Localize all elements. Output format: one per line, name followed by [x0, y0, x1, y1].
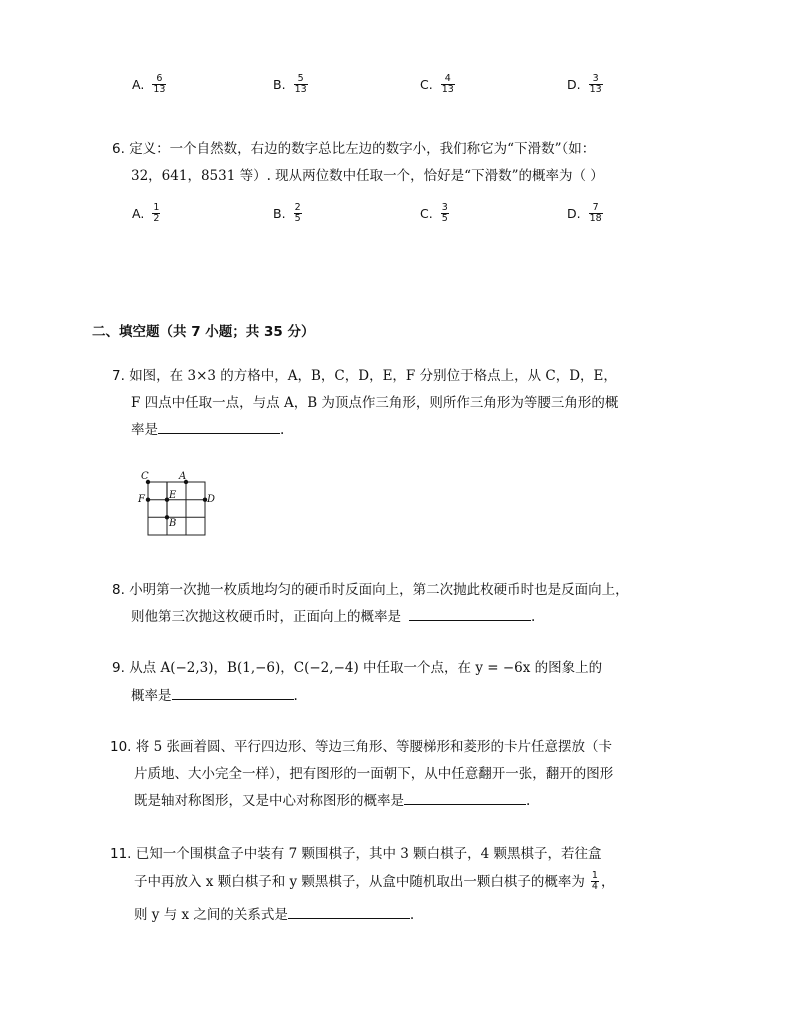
question-text: 将 5 张画着圆、平行四边形、等边三角形、等腰梯形和菱形的卡片任意摆放（卡 — [135, 739, 612, 755]
period: . — [526, 793, 531, 809]
fraction-numerator: 5 — [297, 73, 304, 84]
answer-blank[interactable] — [158, 420, 280, 434]
label-f: F — [138, 494, 145, 505]
answer-blank[interactable] — [172, 686, 294, 700]
question-9-line-1 — [112, 658, 602, 678]
fraction-denominator: 5 — [441, 213, 448, 224]
q5-option-b — [273, 74, 308, 95]
fraction-numerator: 3 — [441, 202, 448, 213]
q5-option-c — [420, 74, 455, 95]
period: . — [280, 422, 285, 438]
label-b: B — [169, 518, 177, 529]
q6-option-d — [567, 203, 603, 224]
fraction-numerator: 1 — [153, 202, 160, 213]
question-number: 7. — [112, 368, 125, 384]
fraction — [152, 203, 160, 224]
fraction-denominator: 5 — [294, 213, 301, 224]
question-text: 从点 A(−2,3)，B(1,−6)，C(−2,−4) 中任取一个点，在 y = −6x 的图象上的 — [129, 660, 603, 676]
question-text: 则 y 与 x 之间的关系式是 — [134, 907, 288, 923]
answer-blank[interactable] — [404, 791, 526, 805]
q6-option-a — [132, 203, 160, 224]
question-6-line-2: 32，641，8531 等）. 现从两位数中任取一个，恰好是“下滑数”的概率为（ ） — [131, 168, 604, 184]
section-title: 二、填空题（共 7 小题；共 35 分） — [92, 324, 315, 340]
question-7-line-2: F 四点中任取一点，与点 A，B 为顶点作三角形，则所作三角形为等腰三角形的概 — [131, 395, 619, 411]
question-number: 6. — [112, 141, 125, 157]
option-label: B. — [273, 77, 286, 92]
question-text: 既是轴对称图形，又是中心对称图形的概率是 — [134, 793, 404, 809]
q5-option-d — [567, 74, 603, 95]
fraction-denominator: 13 — [153, 84, 166, 95]
question-6-line-1 — [112, 139, 595, 159]
point-f-dot — [146, 498, 150, 502]
option-label: A. — [132, 206, 145, 221]
question-text: 则他第三次抛这枚硬币时，正面向上的概率是 — [131, 609, 401, 625]
fraction-denominator: 13 — [589, 84, 602, 95]
grid-lines — [148, 482, 205, 535]
fraction-denominator: 13 — [294, 84, 307, 95]
question-text: 率是 — [131, 422, 158, 438]
label-a: A — [179, 471, 187, 482]
fraction — [441, 74, 455, 95]
question-7-line-3 — [131, 420, 284, 440]
question-text: 定义：一个自然数，右边的数字总比左边的数字小，我们称它为“下滑数”（如： — [129, 141, 596, 157]
fraction-numerator: 4 — [444, 73, 451, 84]
question-8-line-2 — [131, 607, 535, 627]
question-11-line-3 — [134, 905, 414, 925]
fraction-denominator: 4 — [591, 881, 598, 892]
period: . — [293, 688, 298, 704]
question-number: 10. — [110, 739, 132, 755]
option-label: C. — [420, 206, 433, 221]
answer-blank[interactable] — [409, 607, 531, 621]
question-text: 子中再放入 x 颗白棋子和 y 颗黑棋子，从盒中随机取出一颗白棋子的概率为 — [134, 873, 585, 890]
fraction-denominator: 18 — [589, 213, 602, 224]
label-e: E — [169, 490, 177, 501]
option-label: D. — [567, 206, 581, 221]
question-9-line-2 — [131, 686, 298, 706]
q6-option-b — [273, 203, 302, 224]
answer-blank[interactable] — [288, 905, 410, 919]
fraction-numerator: 3 — [592, 73, 599, 84]
grid-figure — [134, 468, 220, 540]
fraction-denominator: 2 — [153, 213, 160, 224]
option-label: A. — [132, 77, 145, 92]
question-text: 如图，在 3×3 的方格中，A，B，C，D，E，F 分别位于格点上，从 C，D，E， — [129, 368, 617, 384]
question-text: 小明第一次抛一枚质地均匀的硬币时反面向上，第二次抛此枚硬币时也是反面向上， — [129, 582, 629, 598]
fraction — [152, 74, 166, 95]
label-c: C — [141, 471, 149, 482]
question-11-line-2 — [134, 871, 614, 892]
question-11-line-1 — [110, 844, 602, 864]
question-8-line-1 — [112, 580, 629, 600]
fraction-numerator: 6 — [156, 73, 163, 84]
fraction — [294, 203, 302, 224]
q5-option-a — [132, 74, 166, 95]
fraction-numerator: 7 — [592, 202, 599, 213]
question-10-line-3 — [134, 791, 530, 811]
question-10-line-1 — [110, 737, 612, 757]
question-number: 8. — [112, 582, 125, 598]
option-label: B. — [273, 206, 286, 221]
q6-option-c — [420, 203, 449, 224]
question-number: 11. — [110, 846, 132, 862]
option-label: C. — [420, 77, 433, 92]
question-number: 9. — [112, 660, 125, 676]
fraction-numerator: 1 — [591, 870, 598, 881]
fraction-denominator: 13 — [441, 84, 454, 95]
question-10-line-2: 片质地、大小完全一样），把有图形的一面朝下，从中任意翻开一张，翻开的图形 — [134, 766, 614, 782]
fraction-numerator: 2 — [294, 202, 301, 213]
period: . — [409, 907, 415, 923]
fraction — [294, 74, 308, 95]
option-label: D. — [567, 77, 581, 92]
period: . — [531, 609, 536, 625]
comma: ， — [600, 873, 615, 890]
fraction — [589, 203, 603, 224]
question-7-line-1 — [112, 366, 617, 386]
label-d: D — [207, 494, 216, 505]
fraction — [589, 74, 603, 95]
fraction — [591, 871, 599, 892]
question-text: 概率是 — [131, 688, 172, 704]
question-text: 已知一个围棋盒子中装有 7 颗围棋子，其中 3 颗白棋子，4 颗黑棋子，若往盒 — [135, 846, 602, 862]
fraction — [441, 203, 449, 224]
